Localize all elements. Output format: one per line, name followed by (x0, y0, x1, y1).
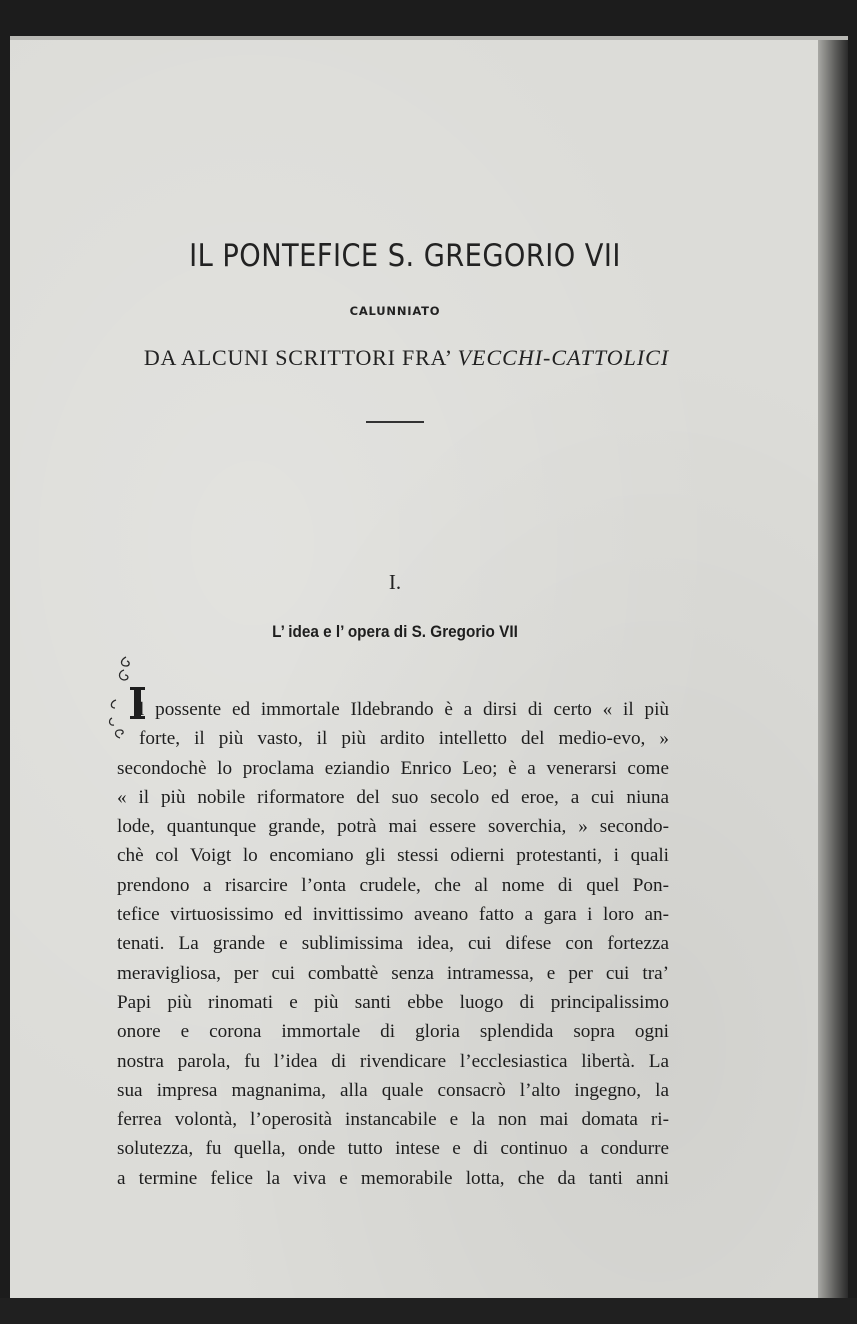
body-line: nostra parola, fu l’idea di rivendicare l’ecclesiastica libertà. La (117, 1050, 669, 1072)
body-text (117, 695, 669, 1193)
body-line: prendono a risarcire l’onta crudele, che al nome di quel Pon- (117, 874, 669, 896)
subtitle-line (10, 345, 803, 371)
body-line: chè col Voigt lo encomiano gli stessi odierni protestanti, i quali (117, 845, 669, 867)
body-line: lode, quantunque grande, potrà mai essere soverchia, » secondo- (117, 816, 669, 838)
subtitle-prefix: DA ALCUNI SCRITTORI FRA’ (143, 345, 458, 370)
subtitle-calunniato: CALUNNIATO (349, 304, 441, 318)
body-line: sua impresa magnanima, alla quale consacrò l’alto ingegno, la (117, 1079, 669, 1101)
body-line: onore e corona immortale di gloria splendida sopra ogni (117, 1021, 669, 1043)
title-divider-rule (366, 421, 424, 423)
body-line: meravigliosa, per cui combattè senza intramessa, e per cui tra’ (117, 962, 669, 984)
body-line: tefice virtuosissimo ed invittissimo aveano fatto a gara i loro an- (117, 904, 669, 926)
body-line: secondochè lo proclama eziandio Enrico Leo; è a venerarsi come (117, 757, 669, 779)
chapter-title: IL PONTEFICE S. GREGORIO VII (189, 238, 621, 274)
page-edge-shadow (818, 40, 848, 1298)
page-bottom-edge (0, 1298, 857, 1324)
body-line: Papi più rinomati e più santi ebbe luogo di principalissimo (117, 991, 669, 1013)
body-line: l possente ed immortale Ildebrando è a dirsi di certo « il più (139, 699, 669, 720)
book-page (10, 40, 818, 1298)
section-title: L’ idea e l’ opera di S. Gregorio VII (272, 622, 518, 641)
body-line: tenati. La grande e sublimissima idea, cui difese con fortezza (117, 933, 669, 955)
body-line: ferrea volontà, l’operosità instancabile e la non mai domata ri- (117, 1109, 669, 1131)
body-line: solutezza, fu quella, onde tutto intese e di continuo a condurre (117, 1138, 669, 1160)
body-line: « il più nobile riformatore del suo secolo ed eroe, a cui niuna (117, 786, 669, 808)
body-line: forte, il più vasto, il più ardito intelletto del medio-evo, » (139, 728, 669, 750)
subtitle-italic: VECCHI-CATTOLICI (457, 345, 670, 370)
body-line: a termine felice la viva e memorabile lotta, che da tanti anni (117, 1167, 669, 1189)
section-number: I. (388, 570, 402, 594)
